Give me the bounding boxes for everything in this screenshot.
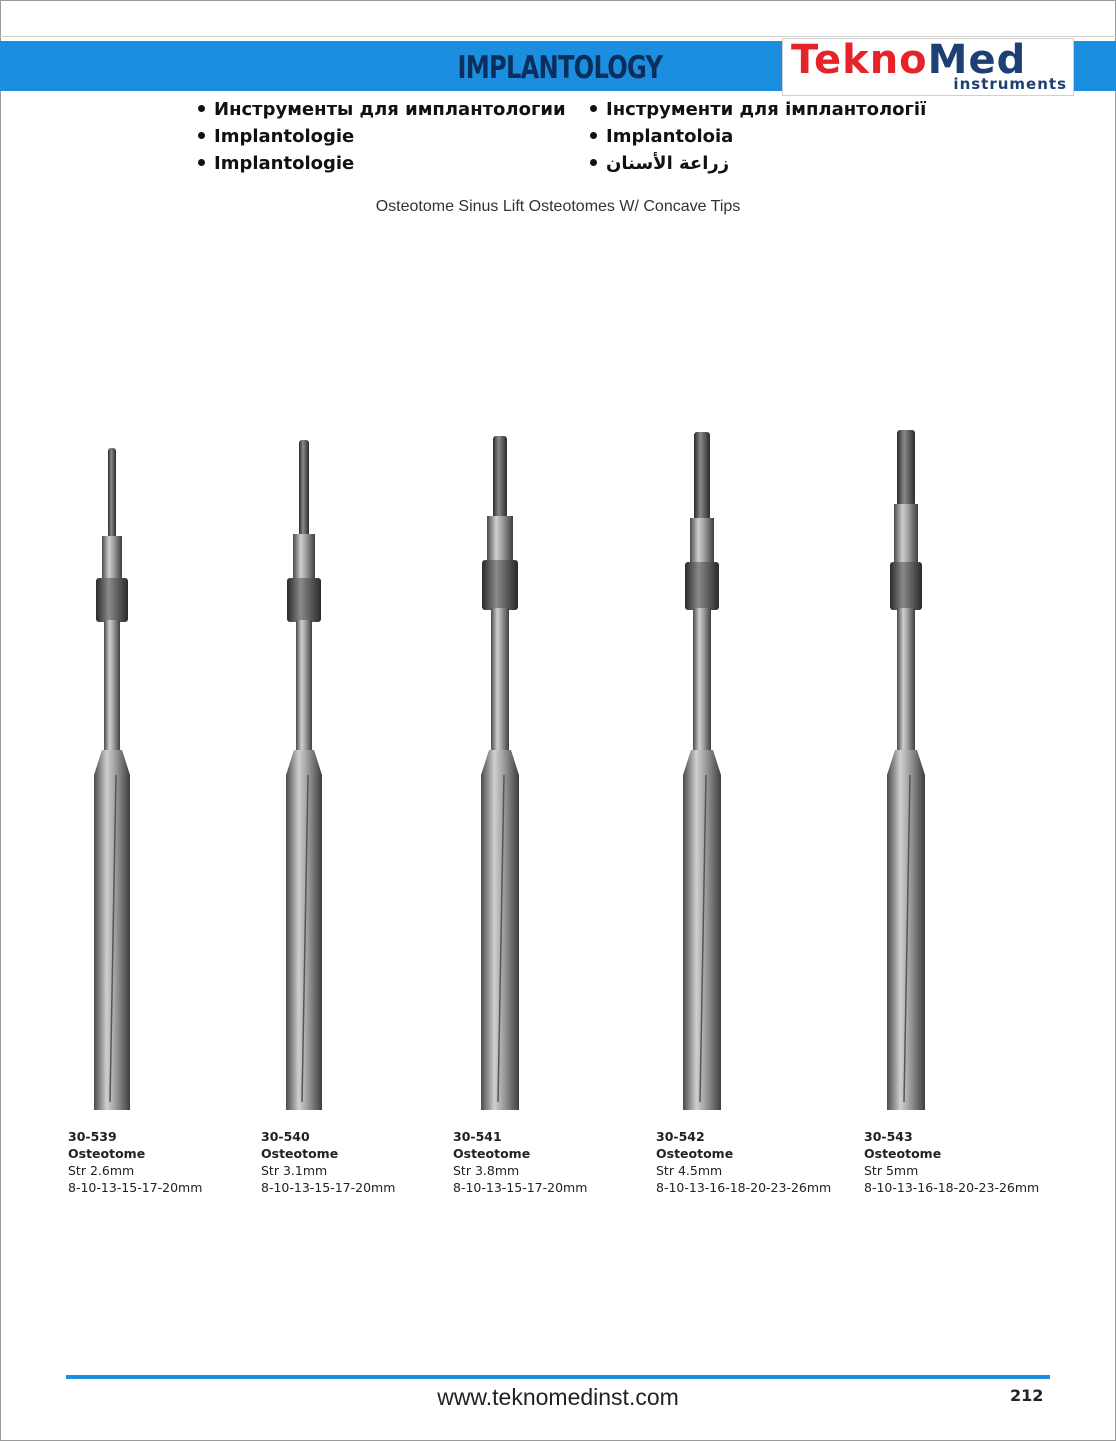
product-caption: [656, 1128, 831, 1196]
bullet-dot-icon: [198, 159, 205, 166]
bullet-list-left: [198, 96, 566, 177]
product-caption: [864, 1128, 1039, 1196]
bullet-dot-icon: [590, 105, 597, 112]
bullet-text: Implantoloia: [606, 126, 734, 147]
bullet-dot-icon: [198, 105, 205, 112]
product-name: Osteotome: [68, 1146, 146, 1161]
product-sizes: 8-10-13-16-18-20-23-26mm: [864, 1180, 1040, 1195]
product-caption: [68, 1128, 202, 1196]
product-caption: [453, 1128, 587, 1196]
logo-part-med: Med: [927, 37, 1027, 83]
product-name: Osteotome: [656, 1146, 734, 1161]
logo-part-tekno: Tekno: [791, 37, 928, 83]
bullet-text-arabic: زراعة الأسنان: [606, 153, 730, 174]
product-code: 30-543: [864, 1129, 913, 1144]
bullet-text: Implantologie: [214, 153, 355, 174]
product-spec: Str 2.6mm: [68, 1163, 135, 1178]
logo-tagline: instruments: [953, 75, 1067, 93]
product-caption: [261, 1128, 395, 1196]
product-code: 30-540: [261, 1129, 310, 1144]
bullet-item: [198, 150, 566, 177]
osteotome-image-30-539: [72, 430, 152, 1120]
bullet-list-right: [590, 96, 926, 177]
osteotome-image-30-542: [662, 430, 742, 1120]
product-code: 30-542: [656, 1129, 705, 1144]
product-subtitle: Osteotome Sinus Lift Osteotomes W/ Concave Tips: [375, 198, 741, 215]
bullet-text: Implantologie: [214, 126, 355, 147]
bullet-dot-icon: [590, 132, 597, 139]
product-spec: Str 4.5mm: [656, 1163, 723, 1178]
section-title: IMPLANTOLOGY: [457, 50, 663, 86]
product-spec: Str 3.1mm: [261, 1163, 328, 1178]
product-name: Osteotome: [864, 1146, 942, 1161]
osteotome-image-30-541: [460, 430, 540, 1120]
bullet-item: [198, 123, 566, 150]
bullet-item: [590, 123, 926, 150]
footer-website: www.teknomedinst.com: [437, 1384, 679, 1410]
osteotome-image-30-543: [866, 430, 946, 1120]
product-name: Osteotome: [453, 1146, 531, 1161]
product-spec: Str 5mm: [864, 1163, 919, 1178]
bullet-item: [590, 150, 926, 177]
page-number: 212: [1010, 1386, 1044, 1405]
bullet-text-ukrainian: Інструменти для імплантології: [606, 99, 927, 120]
product-sizes: 8-10-13-15-17-20mm: [453, 1180, 588, 1195]
product-code: 30-541: [453, 1129, 502, 1144]
footer-divider: [66, 1375, 1050, 1379]
product-sizes: 8-10-13-15-17-20mm: [261, 1180, 396, 1195]
teknomed-logo: [782, 38, 1074, 96]
product-code: 30-539: [68, 1129, 117, 1144]
bullet-dot-icon: [198, 132, 205, 139]
product-name: Osteotome: [261, 1146, 339, 1161]
bullet-item: [590, 96, 926, 123]
osteotome-image-30-540: [264, 430, 344, 1120]
product-sizes: 8-10-13-15-17-20mm: [68, 1180, 203, 1195]
product-spec: Str 3.8mm: [453, 1163, 520, 1178]
bullet-text-russian: Инструменты для имплантологии: [214, 99, 566, 120]
bullet-dot-icon: [590, 159, 597, 166]
bullet-item: [198, 96, 566, 123]
product-sizes: 8-10-13-16-18-20-23-26mm: [656, 1180, 832, 1195]
